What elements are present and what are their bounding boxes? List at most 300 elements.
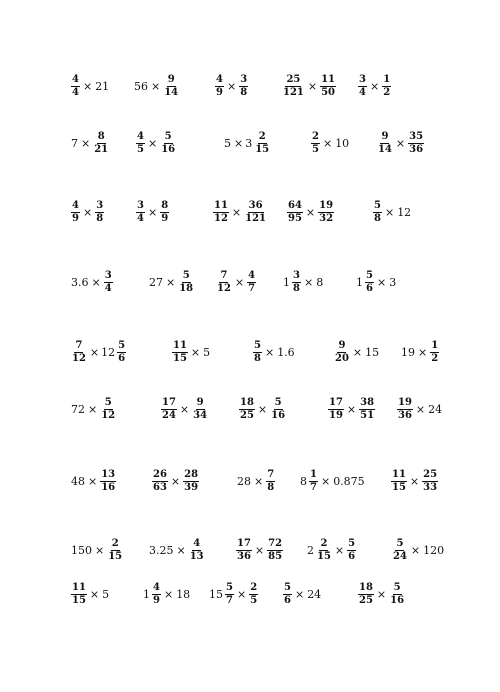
fraction xyxy=(243,201,268,224)
fraction-stack xyxy=(283,583,292,606)
fraction-stack xyxy=(267,539,283,562)
exercise-item xyxy=(135,132,177,155)
numerator: 3 xyxy=(137,200,144,211)
mixed-number xyxy=(300,470,319,493)
exercise-item xyxy=(235,539,284,562)
number-term: 3.6 xyxy=(71,276,89,289)
numerator: 1 xyxy=(310,469,317,480)
fraction-stack xyxy=(320,75,336,98)
fraction xyxy=(346,539,357,562)
multiply-sign: × xyxy=(307,80,318,93)
exercise-item xyxy=(307,539,357,562)
fraction xyxy=(212,201,230,224)
exercise-item xyxy=(70,201,105,224)
fraction-stack xyxy=(253,341,262,364)
exercise-item xyxy=(171,341,211,364)
whole-part: 12 xyxy=(101,346,116,359)
multiply-sign: × xyxy=(176,544,186,557)
numerator: 11 xyxy=(173,340,187,351)
number-term: 19 xyxy=(401,346,415,359)
fraction xyxy=(376,132,394,155)
numerator: 2 xyxy=(258,131,266,142)
denominator: 15 xyxy=(317,551,331,562)
exercise-item xyxy=(212,201,268,224)
numerator: 17 xyxy=(237,538,251,549)
fraction-stack xyxy=(287,201,303,224)
numerator: 9 xyxy=(338,340,346,351)
exercise-item xyxy=(223,132,271,155)
fraction-stack xyxy=(254,132,270,155)
exercise-item xyxy=(135,201,170,224)
mixed-number xyxy=(283,271,302,294)
denominator: 14 xyxy=(378,144,392,155)
numerator: 5 xyxy=(348,538,356,549)
exercise-item xyxy=(70,271,114,294)
number-term: 5 xyxy=(102,588,110,601)
fraction-stack xyxy=(365,271,374,294)
denominator: 15 xyxy=(108,551,123,562)
denominator: 18 xyxy=(179,283,194,294)
numerator: 25 xyxy=(423,469,438,480)
numerator: 9 xyxy=(381,131,389,142)
fraction-stack xyxy=(334,341,350,364)
fraction-stack xyxy=(104,271,113,294)
denominator: 95 xyxy=(288,213,302,224)
whole-part: 8 xyxy=(300,475,307,488)
fraction-stack xyxy=(316,539,332,562)
exercise-item xyxy=(357,583,406,606)
exercise-item xyxy=(252,341,296,364)
exercise-item xyxy=(215,271,257,294)
multiply-sign: × xyxy=(82,206,93,219)
exercise-item xyxy=(281,75,337,98)
denominator: 121 xyxy=(245,213,267,224)
fraction-stack xyxy=(430,341,439,364)
number-term: 7 xyxy=(71,137,78,150)
multiply-sign: × xyxy=(384,206,395,219)
denominator: 8 xyxy=(374,213,381,224)
exercise-item xyxy=(214,75,249,98)
multiply-sign: × xyxy=(147,206,158,219)
fraction-stack xyxy=(160,132,176,155)
multiply-sign: × xyxy=(369,80,380,93)
multiply-sign: × xyxy=(346,403,357,416)
fraction xyxy=(191,398,209,421)
fraction-stack xyxy=(192,398,208,421)
multiply-sign: × xyxy=(254,475,264,488)
whole-part: 15 xyxy=(209,588,223,601)
denominator: 85 xyxy=(268,551,283,562)
fraction-stack xyxy=(328,398,344,421)
fraction xyxy=(317,201,335,224)
fraction xyxy=(162,75,180,98)
multiply-sign: × xyxy=(303,276,314,289)
fraction xyxy=(269,398,287,421)
multiply-sign: × xyxy=(89,588,100,601)
multiply-sign: × xyxy=(166,276,176,289)
fraction-stack xyxy=(358,75,367,98)
numerator: 7 xyxy=(267,469,275,480)
exercise-item xyxy=(70,75,110,98)
denominator: 8 xyxy=(267,482,275,493)
number-term: 27 xyxy=(149,276,163,289)
fraction xyxy=(177,271,195,294)
fraction xyxy=(238,75,249,98)
fraction xyxy=(246,271,257,294)
denominator: 32 xyxy=(319,213,334,224)
numerator: 5 xyxy=(284,582,291,593)
fraction-stack xyxy=(377,132,393,155)
denominator: 2 xyxy=(383,87,391,98)
fraction-stack xyxy=(392,539,408,562)
multiply-sign: × xyxy=(415,403,426,416)
number-term: 3 xyxy=(389,276,397,289)
multiply-sign: × xyxy=(236,588,247,601)
numerator: 64 xyxy=(288,200,302,211)
fraction-stack xyxy=(270,398,286,421)
multiply-sign: × xyxy=(334,544,345,557)
fraction-stack xyxy=(189,539,205,562)
exercise-item xyxy=(148,539,206,562)
mixed-number xyxy=(143,583,162,606)
number-term: 72 xyxy=(71,403,85,416)
fraction-stack xyxy=(408,132,424,155)
numerator: 17 xyxy=(329,397,343,408)
fraction-stack xyxy=(216,271,232,294)
fraction-stack xyxy=(311,132,320,155)
fraction-stack xyxy=(161,398,177,421)
multiply-sign: × xyxy=(234,137,244,150)
denominator: 36 xyxy=(409,144,424,155)
fraction xyxy=(94,201,105,224)
whole-part: 3 xyxy=(245,137,253,150)
numerator: 5 xyxy=(164,131,172,142)
numerator: 1 xyxy=(431,340,439,351)
fraction-stack xyxy=(71,201,80,224)
fraction-stack xyxy=(391,470,407,493)
fraction xyxy=(248,583,259,606)
numerator: 9 xyxy=(196,397,204,408)
numerator: 4 xyxy=(72,74,79,85)
fraction-stack xyxy=(292,271,301,294)
numerator: 4 xyxy=(72,200,79,211)
multiply-sign: × xyxy=(89,346,100,359)
number-term: 28 xyxy=(237,475,251,488)
multiply-sign: × xyxy=(88,475,98,488)
number-term: 3.25 xyxy=(149,544,174,557)
denominator: 7 xyxy=(248,283,256,294)
fraction-stack xyxy=(247,271,256,294)
fraction-stack xyxy=(213,201,229,224)
denominator: 24 xyxy=(162,410,176,421)
fraction xyxy=(70,201,81,224)
multiply-sign: × xyxy=(294,588,305,601)
multiply-sign: × xyxy=(410,544,421,557)
exercise-item xyxy=(148,271,195,294)
numerator: 2 xyxy=(250,582,258,593)
fraction-stack xyxy=(152,583,161,606)
numerator: 5 xyxy=(396,538,404,549)
numerator: 4 xyxy=(137,131,144,142)
fraction-stack xyxy=(236,539,252,562)
denominator: 33 xyxy=(423,482,438,493)
fraction-stack xyxy=(422,470,438,493)
whole-part: 1 xyxy=(143,588,150,601)
fraction xyxy=(160,398,178,421)
fraction xyxy=(214,75,225,98)
fraction xyxy=(381,75,392,98)
exercise-item xyxy=(286,201,335,224)
fraction xyxy=(135,201,146,224)
fraction-stack xyxy=(152,470,168,493)
numerator: 18 xyxy=(240,397,254,408)
denominator: 25 xyxy=(240,410,254,421)
numerator: 4 xyxy=(153,582,160,593)
fraction xyxy=(106,539,124,562)
number-term: 0.875 xyxy=(333,475,365,488)
numerator: 9 xyxy=(167,74,175,85)
denominator: 8 xyxy=(96,213,104,224)
fraction-stack xyxy=(136,132,145,155)
numerator: 2 xyxy=(111,538,119,549)
multiply-sign: × xyxy=(395,137,406,150)
fraction-stack xyxy=(373,201,382,224)
exercise-item xyxy=(160,398,209,421)
number-term: 21 xyxy=(95,80,110,93)
exercise-item xyxy=(70,539,124,562)
multiply-sign: × xyxy=(320,475,331,488)
fraction xyxy=(159,201,170,224)
multiply-sign: × xyxy=(264,346,275,359)
denominator: 16 xyxy=(161,144,176,155)
fraction-stack xyxy=(100,470,116,493)
exercise-item xyxy=(390,470,439,493)
multiply-sign: × xyxy=(147,137,158,150)
exercise-item xyxy=(396,398,443,421)
fraction xyxy=(357,583,375,606)
number-term: 8 xyxy=(316,276,324,289)
fraction xyxy=(310,132,321,155)
numerator: 11 xyxy=(392,469,406,480)
fraction xyxy=(235,539,253,562)
exercise-item xyxy=(133,75,180,98)
denominator: 12 xyxy=(72,353,86,364)
fraction xyxy=(265,470,276,493)
fraction xyxy=(252,341,263,364)
fraction xyxy=(171,341,189,364)
exercise-item xyxy=(300,470,366,493)
denominator: 34 xyxy=(193,410,208,421)
numerator: 5 xyxy=(118,340,126,351)
numerator: 1 xyxy=(383,74,391,85)
mixed-number xyxy=(245,132,271,155)
denominator: 9 xyxy=(161,213,169,224)
multiply-sign: × xyxy=(418,346,428,359)
denominator: 7 xyxy=(310,482,317,493)
exercise-item xyxy=(310,132,350,155)
denominator: 15 xyxy=(72,595,86,606)
numerator: 5 xyxy=(274,397,282,408)
exercise-item xyxy=(283,271,324,294)
fraction-stack xyxy=(172,341,188,364)
numerator: 11 xyxy=(214,200,228,211)
denominator: 50 xyxy=(321,87,336,98)
fraction-stack xyxy=(71,75,80,98)
numerator: 8 xyxy=(161,200,169,211)
denominator: 13 xyxy=(189,551,204,562)
exercise-item xyxy=(372,201,412,224)
numerator: 19 xyxy=(319,200,334,211)
multiply-sign: × xyxy=(82,80,93,93)
denominator: 9 xyxy=(216,87,223,98)
number-term: 10 xyxy=(335,137,350,150)
multiply-sign: × xyxy=(151,80,161,93)
numerator: 3 xyxy=(359,74,366,85)
fraction xyxy=(282,583,293,606)
number-term: 24 xyxy=(428,403,443,416)
multiply-sign: × xyxy=(88,403,98,416)
fraction-stack xyxy=(359,398,375,421)
numerator: 25 xyxy=(286,74,301,85)
numerator: 4 xyxy=(248,270,256,281)
numerator: 38 xyxy=(360,397,375,408)
exercise-item xyxy=(327,398,376,421)
fraction-stack xyxy=(347,539,356,562)
denominator: 5 xyxy=(312,144,319,155)
fraction-stack xyxy=(225,583,234,606)
fraction-stack xyxy=(239,398,255,421)
fraction-stack xyxy=(244,201,267,224)
exercise-item xyxy=(143,583,191,606)
denominator: 24 xyxy=(393,551,407,562)
mixed-number xyxy=(356,271,375,294)
fraction xyxy=(70,75,81,98)
fraction-stack xyxy=(107,539,123,562)
numerator: 2 xyxy=(312,131,319,142)
denominator: 36 xyxy=(398,410,412,421)
denominator: 6 xyxy=(284,595,291,606)
number-term: 18 xyxy=(176,588,191,601)
denominator: 15 xyxy=(255,144,270,155)
numerator: 28 xyxy=(184,469,199,480)
fraction xyxy=(99,470,117,493)
multiply-sign: × xyxy=(95,544,105,557)
fraction xyxy=(215,271,233,294)
numerator: 11 xyxy=(72,582,86,593)
number-term: 15 xyxy=(365,346,380,359)
fraction-stack xyxy=(71,583,87,606)
number-term: 56 xyxy=(134,80,148,93)
denominator: 4 xyxy=(72,87,79,98)
denominator: 4 xyxy=(137,213,144,224)
multiply-sign: × xyxy=(352,346,363,359)
fraction xyxy=(357,75,368,98)
multiply-sign: × xyxy=(376,588,387,601)
multiply-sign: × xyxy=(226,80,237,93)
denominator: 5 xyxy=(250,595,258,606)
denominator: 12 xyxy=(101,410,116,421)
numerator: 5 xyxy=(393,582,401,593)
fraction xyxy=(372,201,383,224)
fraction-stack xyxy=(163,75,179,98)
exercise-item xyxy=(357,75,392,98)
denominator: 8 xyxy=(293,283,300,294)
fraction-stack xyxy=(309,470,318,493)
numerator: 5 xyxy=(226,582,233,593)
numerator: 18 xyxy=(359,582,373,593)
numerator: 36 xyxy=(248,200,263,211)
number-term: 12 xyxy=(397,206,412,219)
denominator: 12 xyxy=(217,283,231,294)
numerator: 3 xyxy=(96,200,104,211)
number-term: 5 xyxy=(203,346,211,359)
fraction xyxy=(70,341,88,364)
exercise-item xyxy=(70,398,117,421)
numerator: 19 xyxy=(398,397,412,408)
whole-part: 2 xyxy=(307,544,314,557)
numerator: 2 xyxy=(320,538,328,549)
mixed-number xyxy=(307,539,333,562)
fraction xyxy=(391,539,409,562)
multiply-sign: × xyxy=(254,544,265,557)
denominator: 4 xyxy=(104,283,112,294)
fraction xyxy=(103,271,114,294)
denominator: 7 xyxy=(226,595,233,606)
whole-part: 1 xyxy=(356,276,363,289)
fraction xyxy=(388,583,406,606)
fraction-stack xyxy=(100,398,116,421)
numerator: 4 xyxy=(216,74,223,85)
fraction-stack xyxy=(71,341,87,364)
fraction xyxy=(151,470,169,493)
exercise-item xyxy=(391,539,445,562)
numerator: 26 xyxy=(153,469,167,480)
multiply-sign: × xyxy=(190,346,201,359)
numerator: 5 xyxy=(254,340,261,351)
number-term: 120 xyxy=(423,544,445,557)
numerator: 7 xyxy=(75,340,83,351)
denominator: 6 xyxy=(366,283,373,294)
multiply-sign: × xyxy=(81,137,91,150)
numerator: 3 xyxy=(104,270,112,281)
denominator: 6 xyxy=(118,353,126,364)
denominator: 9 xyxy=(153,595,160,606)
multiply-sign: × xyxy=(170,475,181,488)
fraction xyxy=(70,583,88,606)
numerator: 7 xyxy=(220,270,228,281)
mixed-number xyxy=(209,583,235,606)
fraction-stack xyxy=(93,132,109,155)
exercise-item xyxy=(236,470,276,493)
fraction xyxy=(319,75,337,98)
numerator: 5 xyxy=(104,397,112,408)
number-term: 5 xyxy=(224,137,231,150)
numerator: 4 xyxy=(193,538,201,549)
denominator: 15 xyxy=(392,482,406,493)
fraction xyxy=(182,470,200,493)
number-term: 150 xyxy=(71,544,92,557)
denominator: 8 xyxy=(254,353,261,364)
exercise-item xyxy=(238,398,287,421)
fraction xyxy=(358,398,376,421)
numerator: 13 xyxy=(101,469,116,480)
exercise-item xyxy=(333,341,380,364)
exercise-item xyxy=(400,341,440,364)
exercise-item xyxy=(70,341,127,364)
numerator: 72 xyxy=(268,538,283,549)
fraction-stack xyxy=(183,470,199,493)
numerator: 5 xyxy=(182,270,190,281)
